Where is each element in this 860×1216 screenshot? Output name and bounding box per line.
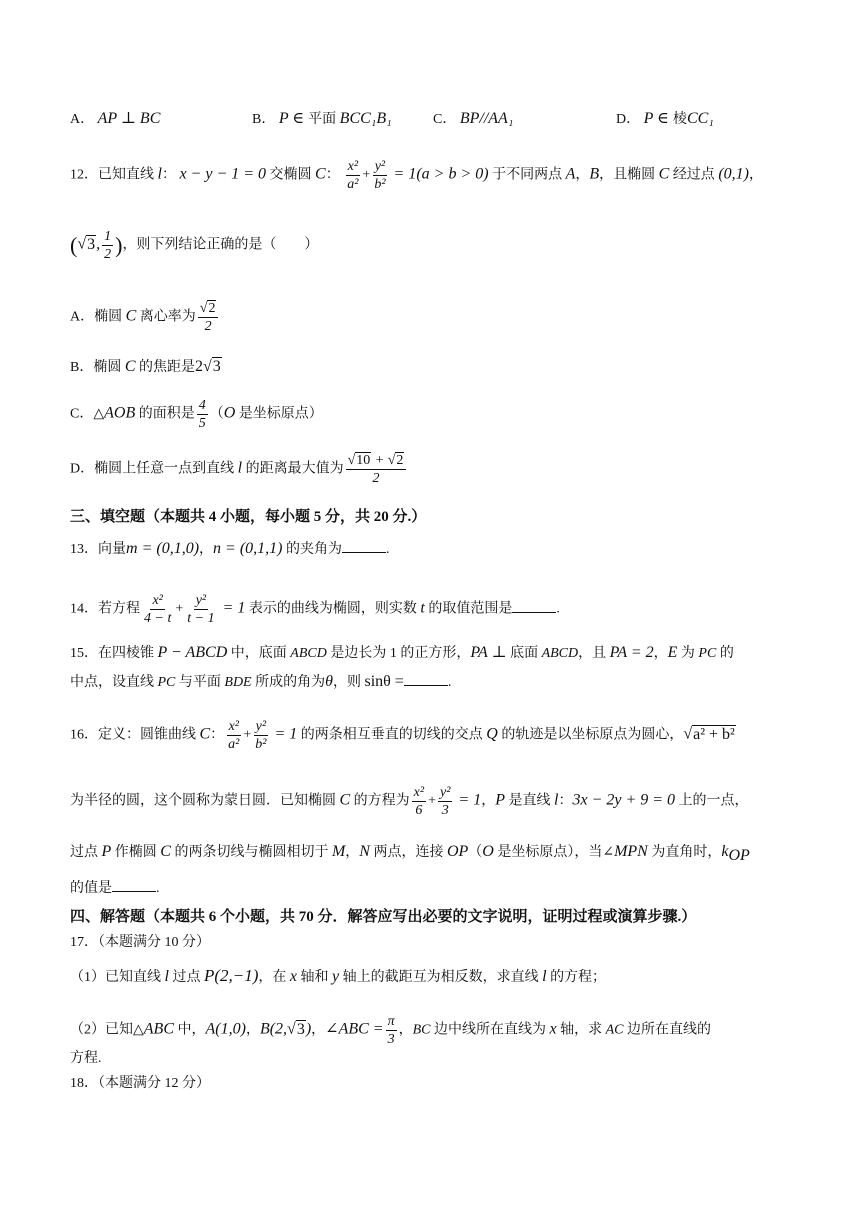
fraction-x2-6 (412, 784, 426, 819)
vector-value: = (0,1,0) (137, 540, 200, 557)
q12-option-b: B．椭圆 C 的焦距是2√3 (70, 358, 221, 375)
stem-text: 为半径的圆，这个圆称为蒙日圆．已知椭圆 (70, 793, 340, 809)
denominator: a² (347, 177, 359, 192)
math-eq: = 1 (454, 791, 482, 809)
plus: + (371, 453, 388, 468)
denominator: 2 (372, 471, 380, 486)
numerator: x² (347, 159, 359, 174)
sqrt-content: a² + b² (693, 725, 735, 743)
q18-header: 18．（本题满分 12 分） (70, 1076, 210, 1091)
stem-text: 中， (174, 1022, 206, 1038)
point: ) (305, 1020, 312, 1038)
fraction-y2-3 (438, 784, 452, 819)
stem-text: ： (161, 167, 176, 183)
math-var: OP (446, 843, 469, 860)
stem-text: 的方程为 (350, 793, 410, 809)
math-var: θ (325, 673, 333, 690)
answer-blank (342, 540, 386, 553)
stem-text: （2）已知△ (70, 1022, 144, 1038)
option-label: A． (70, 112, 95, 127)
option-math: P ∈ (278, 110, 309, 127)
sqrt-content: 3 (296, 1020, 305, 1038)
option-math: AP ⊥ BC (97, 110, 161, 127)
math-eq: = 1 (270, 725, 298, 743)
option-math: P ∈ (643, 110, 673, 127)
denominator: 3 (441, 803, 449, 818)
q11-option-b (252, 108, 392, 128)
stem-text: ， (311, 1022, 326, 1038)
stem-text: 与平面 (175, 675, 225, 690)
stem-text: ， (398, 1022, 413, 1038)
stem-text: ， (245, 1022, 260, 1038)
math-var: x (289, 968, 297, 985)
fraction-4-5 (197, 397, 208, 432)
stem-text: 为直角时， (647, 845, 722, 860)
stem-text: 经过点 (669, 167, 719, 183)
sqrt-content: 2 (396, 453, 404, 468)
fraction-sqrt2-2: $\frac{√2}{2}$ (198, 300, 219, 335)
math-var: A (565, 165, 576, 183)
stem-text: ， (653, 646, 668, 661)
point: (0,1) (718, 165, 749, 183)
math-var: P (495, 791, 505, 809)
math-expr: PA = 2 (609, 644, 654, 661)
math-var: PC (698, 646, 717, 661)
q16-stem-line4 (70, 879, 160, 899)
math-var: y (332, 968, 340, 985)
math-var: l (542, 968, 547, 985)
stem-text: ， (345, 845, 360, 860)
stem-text: 是边长为 1 的正方形， (326, 646, 471, 661)
line-equation: x − y − 1 = 0 (179, 165, 267, 183)
stem-text: 于不同两点 (488, 167, 566, 183)
stem-text: 交椭圆 (266, 167, 316, 183)
option-text: 离心率为 (136, 309, 196, 325)
condition: (a > b > 0) (416, 165, 489, 183)
stem-text: 是坐标原点），当∠ (493, 845, 615, 860)
math-var: AC (605, 1022, 624, 1038)
stem-text: 12．已知直线 (70, 167, 158, 183)
section-4-heading: 四、解答题（本题共 6 个小题，共 70 分．解答应写出必要的文字说明，证明过程或演算步骤.） (70, 909, 697, 925)
math-var: MPN (614, 843, 648, 860)
stem-text: 过点 (70, 845, 102, 860)
sqrt-content: 3 (87, 235, 96, 253)
math-var: PC (157, 675, 176, 690)
stem-text: ， (199, 542, 214, 557)
stem-text: 表示的曲线为椭圆，则实数 (245, 601, 421, 617)
fraction-pi-3 (386, 1013, 397, 1048)
option-math: CC₁ (686, 110, 714, 127)
option-math: BP//AA₁ (459, 110, 514, 127)
fraction-y2 (185, 592, 216, 627)
q15-stem-line1 (70, 643, 734, 664)
math-var: l (554, 791, 559, 809)
math-var: l (237, 459, 243, 477)
q12-option-c (70, 397, 323, 432)
stem-text: ，在 (258, 970, 290, 985)
point: P(2,−1) (203, 966, 259, 985)
sqrt-content: 10 (356, 453, 371, 468)
stem-text: 所成的角为 (251, 675, 326, 690)
stem-text: （ (468, 845, 483, 860)
numerator: y² (255, 719, 267, 734)
q17-part1 (70, 966, 606, 988)
stem-text: 底面 (506, 646, 542, 661)
vector-n: n (213, 540, 222, 557)
q14-stem: 14．若方程 $\frac{\text{x²}}{4 - t}$ + $\frac{\text{y²}}{t - 1}$ = 1 表示的曲线为椭圆，则实数 t 的取值范围是 . (70, 593, 560, 626)
denominator: 2 (204, 319, 212, 334)
option-text: B．椭圆 (70, 360, 125, 375)
point: A(1,0) (205, 1020, 246, 1038)
fraction-x2-a2 (345, 158, 360, 193)
stem-text: 的取值范围是 (424, 601, 513, 617)
stem-text: . (556, 601, 560, 617)
math-var: C (199, 725, 211, 743)
option-label: D． (616, 112, 641, 127)
numerator: x² (413, 785, 425, 800)
point: B(2, (259, 1020, 288, 1038)
math-var: ABC (143, 1020, 174, 1038)
stem-text: 的夹角为 (282, 542, 342, 557)
stem-text: 13．向量 (70, 542, 126, 557)
fraction-sqrt10-sqrt2: $\frac{√10 + √2}{2}$ (346, 452, 407, 487)
answer-blank (112, 879, 156, 892)
stem-text: 中点，设直线 (70, 675, 158, 690)
stem-text: ， (575, 167, 590, 183)
math-var: C (125, 307, 137, 325)
denominator: 6 (415, 803, 423, 818)
stem-text: 的轨迹是以坐标原点为圆心， (497, 727, 684, 743)
comma: , (96, 235, 101, 253)
math-var: AOB (104, 404, 136, 422)
numerator: x² (228, 719, 239, 734)
option-text: 的焦距是 (135, 360, 196, 375)
stem-text: 轴和 (297, 970, 332, 985)
math-expr: PA ⊥ (470, 644, 507, 661)
fraction-y2-b2 (253, 718, 268, 753)
option-label: B． (252, 112, 276, 127)
q17-part2-line2: 方程. (70, 1051, 102, 1066)
option-text: 的面积是 (135, 406, 195, 422)
denominator: t − 1 (187, 611, 215, 626)
math-var: B (589, 165, 600, 183)
sqrt-content: 3 (212, 358, 221, 375)
math-var: C (124, 358, 136, 375)
stem-text: 上的一点， (675, 793, 749, 809)
stem-text: ， (481, 793, 496, 809)
math-var: O (223, 404, 236, 422)
subscript: OP (728, 846, 750, 864)
math-expr: sinθ = (364, 673, 404, 690)
option-text: 的距离最大值为 (242, 461, 344, 477)
math-var: C (315, 165, 326, 183)
answer-blank (404, 673, 448, 686)
fraction-half (102, 228, 113, 263)
answer-blank (512, 600, 556, 613)
option-text: 是坐标原点） (235, 406, 323, 422)
angle: ∠ABC = (325, 1020, 384, 1038)
math-var: t (420, 599, 425, 617)
q16-stem-line3 (70, 842, 750, 866)
q16-stem-line2: 为半径的圆，这个圆称为蒙日圆．已知椭圆 C 的方程为 $\frac{\text{x²}}{6}$ + $\frac{\text{y²}}{3}$ = 1，P 是直线 l：3x − 2y + 9 = 0 上的一点， (70, 785, 749, 818)
stem-text: 16．定义：圆锥曲线 (70, 727, 200, 743)
stem-text: 的方程； (546, 970, 607, 985)
line-equation: 3x − 2y + 9 = 0 (572, 791, 676, 809)
q17-part2-line1: （2）已知△ABC 中，A(1,0)，B(2,√3)，∠ABC = $\frac{\pi}{3}$ ，BC 边中线所在直线为 x 轴，求 AC 边所在直线的 (70, 1014, 711, 1047)
numerator: 1 (104, 229, 112, 244)
stem-text: 轴上的截距互为相反数，求直线 (339, 970, 543, 985)
math-eq: = 1 (389, 165, 417, 183)
stem-text: （1）已知直线 (70, 970, 165, 985)
fraction-x2-a2 (226, 718, 241, 753)
stem-text: 中，底面 (227, 646, 291, 661)
math-eq: = 1 (218, 599, 246, 617)
stem-text: ，且椭圆 (599, 167, 659, 183)
math-var: C (658, 165, 670, 183)
denominator: 3 (387, 1032, 395, 1047)
stem-text: . (385, 542, 390, 557)
math-var: ABCD (541, 646, 579, 661)
numerator: π (387, 1014, 395, 1029)
math-var: M (331, 843, 346, 860)
stem-text: ，且 (578, 646, 610, 661)
denominator: b² (374, 177, 386, 192)
section-3-heading: 三、填空题（本题共 4 小题，每小题 5 分，共 20 分.） (70, 509, 427, 525)
math-var: l (164, 968, 169, 985)
math-var: l (157, 165, 162, 183)
q12-stem-line1: 12．已知直线 l： x − y − 1 = 0 交椭圆 C： $\frac{\text{x²}}{\text{a²}}$ + $\frac{\text{y²}}{\text{b²}}$ = 1(a > b > 0) 于不同两点 A，B，且椭圆 C 经过点 (0,1)， (70, 159, 763, 192)
q13-stem (70, 539, 389, 560)
stem-text: 两点，连接 (369, 845, 447, 860)
stem-text: ： (558, 793, 573, 809)
stem-text: 轴，求 (556, 1022, 606, 1038)
math-var: Q (486, 725, 498, 743)
math-var: C (160, 843, 171, 860)
option-math: BCC₁B₁ (339, 110, 392, 127)
option-text: A．椭圆 (70, 309, 126, 325)
option-label: C． (433, 112, 457, 127)
q15-stem-line2 (70, 672, 451, 693)
stem-text: ，则下列结论正确的是（ ） (122, 237, 319, 253)
denominator: a² (228, 737, 240, 752)
stem-text: ： (210, 727, 225, 743)
numerator: x² (152, 593, 163, 608)
stem-text: 的两条切线与椭圆相切于 (170, 845, 332, 860)
math-expr: P − ABCD (157, 644, 228, 661)
q12-option-a (70, 300, 220, 335)
denominator: 5 (198, 416, 206, 431)
math-var: E (667, 644, 678, 661)
denominator: 2 (104, 247, 112, 262)
stem-text: ： (325, 167, 340, 183)
numerator: y² (440, 785, 451, 800)
option-text: D．椭圆上任意一点到直线 (70, 461, 238, 477)
math-var: C (339, 791, 351, 809)
math-var: k (721, 843, 729, 860)
option-text: C．△ (70, 406, 105, 422)
numerator: 4 (198, 398, 206, 413)
numerator: 2 (208, 301, 216, 316)
q11-option-a (70, 108, 160, 128)
math-var: ABCD (290, 646, 327, 661)
option-text: （ (209, 406, 224, 422)
q17-header: 17．（本题满分 10 分） (70, 935, 210, 950)
stem-text: 为 (677, 646, 699, 661)
fraction-x2 (142, 592, 173, 627)
stem-text: 的 (716, 646, 734, 661)
numerator: y² (374, 159, 386, 174)
math-var: N (359, 843, 370, 860)
stem-text: ，则 (332, 675, 365, 690)
q11-option-c (433, 108, 513, 128)
stem-text: . (447, 675, 452, 690)
q16-stem-line1: 16．定义：圆锥曲线 C： $\frac{\text{x²}}{\text{a²}}$ + $\frac{\text{y²}}{\text{b²}}$ = 1 的两条相互垂直的切线的交点 Q 的轨迹是以坐标原点为圆心，√a² + b² (70, 719, 735, 752)
stem-text: 是直线 (505, 793, 554, 809)
stem-text: 的两条相互垂直的切线的交点 (297, 727, 487, 743)
vector-m: m (126, 540, 138, 557)
stem-text: . (156, 881, 160, 896)
option-text: 棱 (672, 112, 687, 127)
stem-text: 边中线所在直线为 (430, 1022, 550, 1038)
math-var: BDE (224, 675, 252, 690)
option-text: 平面 (308, 112, 337, 127)
stem-text: 15．在四棱锥 (70, 646, 158, 661)
paren: ) (115, 232, 123, 258)
denominator: b² (255, 737, 267, 752)
stem-text: 的值是 (70, 881, 112, 896)
math-num: 2 (195, 358, 204, 375)
math-var: BC (412, 1022, 431, 1038)
math-var: P (101, 843, 112, 860)
math-var: x (549, 1020, 557, 1038)
denominator: 4 − t (144, 611, 172, 626)
q12-stem-line2: (√3, $\frac{1}{2}$ )，则下列结论正确的是（ ） (70, 229, 319, 262)
q11-option-d (616, 108, 714, 128)
paren: ( (70, 232, 78, 258)
numerator: y² (195, 593, 207, 608)
stem-text: 作椭圆 (111, 845, 161, 860)
stem-text: 过点 (168, 970, 204, 985)
stem-text: ， (748, 167, 763, 183)
fraction-y2-b2 (372, 158, 387, 193)
q12-option-d (70, 452, 408, 487)
vector-value: = (0,1,1) (221, 540, 283, 557)
math-var: O (482, 843, 494, 860)
stem-text: 14．若方程 (70, 601, 140, 617)
stem-text: 边所在直线的 (623, 1022, 711, 1038)
